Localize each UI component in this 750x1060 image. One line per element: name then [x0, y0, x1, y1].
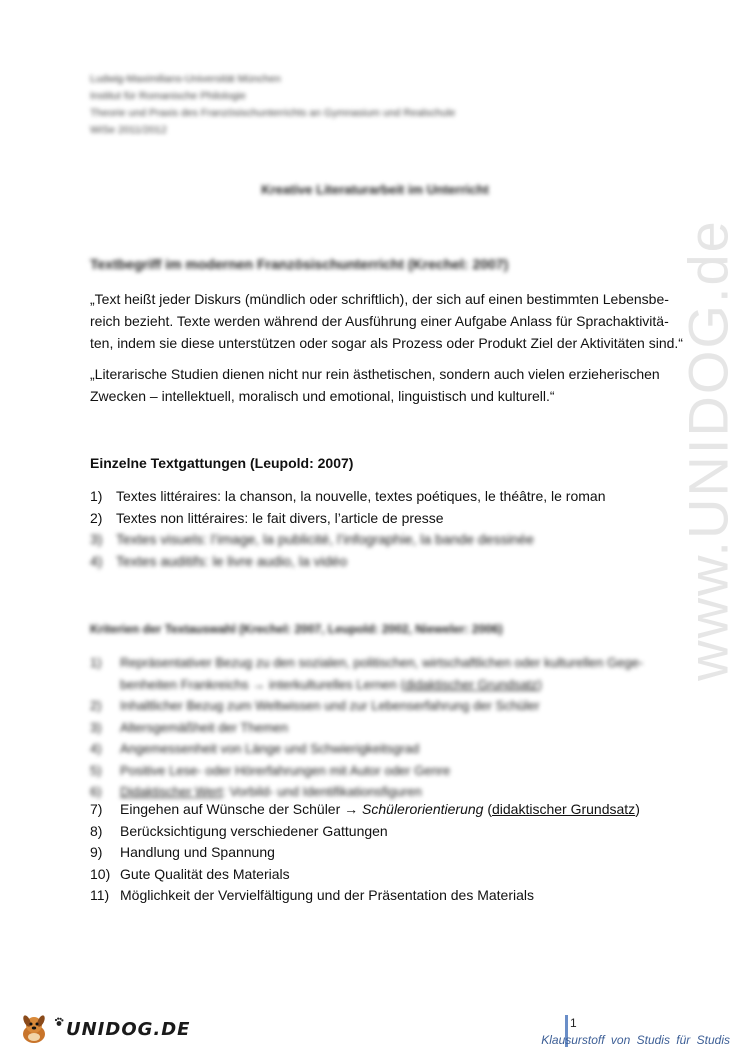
section-heading-kriterien: Kriterien der Textauswahl (Krechel: 2007, Leupold: 2002, Nieweler: 2006) [90, 622, 503, 636]
list-text: Textes littéraires: la chanson, la nouvelle, textes poétiques, le théâtre, le roman [116, 488, 606, 504]
quote-text-definition [90, 288, 690, 354]
list-text: Altersgemäßheit der Themen [120, 719, 289, 735]
list-number: 3) [90, 531, 103, 547]
paw-icon [54, 1017, 64, 1027]
list-text: Textes auditifs: le livre audio, la vidéo [116, 552, 348, 569]
list-text: Gute Qualität des Materials [120, 865, 290, 882]
quote-line: Zwecken – intellektuell, moralisch und emotional, linguistisch und kulturell.“ [90, 388, 555, 404]
didactic-principle-link: didaktischer Grundsatz [404, 676, 538, 692]
list-number: 1) [90, 655, 102, 670]
list-item [90, 508, 606, 530]
list-text [120, 799, 640, 821]
list-item [90, 652, 643, 674]
quote-literary-studies [90, 363, 690, 407]
list-item [90, 486, 606, 508]
list-text: Repräsentativer Bezug zu den sozialen, politischen, wirtschaftlichen oder kulturellen Gege- [120, 655, 644, 670]
list-text: Möglichkeit der Vervielfältigung und der Präsentation des Materials [120, 887, 535, 903]
header-line: WiSe 2011/2012 [90, 124, 167, 136]
quote-line: reich bezieht. Texte werden während der Ausführung einer Aufgabe Anlass für Sprachaktivitä- [90, 313, 669, 329]
list-number: 2) [90, 509, 103, 526]
page-number: 1 [570, 1016, 577, 1030]
list-number: 11) [90, 887, 110, 903]
list-text-pre: Eingehen auf Wünsche der Schüler → [120, 801, 363, 817]
list-text-emphasis: Schülerorientierung [362, 801, 484, 817]
list-number: 4) [90, 552, 103, 569]
list-number: 7) [90, 801, 103, 817]
document-title: Kreative Literaturarbeit im Unterricht [261, 182, 489, 197]
list-text: Inhaltlicher Bezug zum Weltwissen und zur Lebenserfahrung der Schüler [120, 698, 540, 713]
header-line: Ludwig-Maximilians-Universität München [90, 73, 281, 85]
watermark-text: www.UNIDOG.de [676, 219, 740, 681]
list-text-pre: benheiten Frankreichs → interkulturelles Lernen ( [120, 676, 405, 692]
list-item [90, 760, 643, 782]
list-number: 2) [90, 698, 102, 713]
list-item [90, 799, 640, 821]
list-number: 4) [90, 741, 102, 756]
list-text: Handlung und Spannung [120, 844, 275, 860]
quote-line: ten, indem sie diese unterstützen oder sogar als Prozess oder Produkt Ziel der Aktivitäten sind.“ [90, 335, 683, 351]
list-text-post: ) [537, 676, 542, 692]
didactic-principle-link: didaktischer Grundsatz [492, 801, 636, 817]
list-item [90, 551, 606, 573]
dog-mascot-icon [18, 1012, 52, 1046]
text-genre-list [90, 486, 606, 572]
list-number: 9) [90, 844, 103, 860]
section-heading-textbegriff: Textbegriff im modernen Französischunterricht (Krechel: 2007) [90, 256, 509, 272]
criteria-list-blurred [90, 652, 643, 803]
quote-line: „Text heißt jeder Diskurs (mündlich oder schriftlich), der sich auf einen bestimmten Lebensbe- [90, 291, 669, 307]
criteria-list [90, 799, 640, 907]
list-number: 8) [90, 822, 103, 839]
list-item [90, 842, 640, 864]
list-number: 10) [90, 865, 111, 882]
section-heading-textgattungen: Einzelne Textgattungen (Leupold: 2007) [90, 455, 354, 471]
list-item [90, 695, 643, 717]
header-line: Theorie und Praxis des Französischunterrichts an Gymnasium und Realschule [90, 107, 456, 119]
header-line: Institut für Romanische Philologie [90, 90, 246, 102]
footer-logo [18, 1012, 190, 1046]
list-item [90, 717, 643, 739]
document-header [90, 71, 455, 139]
quote-line: „Literarische Studien dienen nicht nur rein ästhetischen, sondern auch vielen erzieherischen [90, 366, 660, 382]
footer-brand: UNIDOG.DE [66, 1018, 191, 1040]
list-number: 1) [90, 488, 103, 504]
list-item [90, 821, 640, 843]
list-number: 5) [90, 762, 102, 778]
list-text: Textes non littéraires: le fait divers, l’article de presse [116, 509, 444, 526]
list-number: 3) [90, 719, 102, 735]
list-item [90, 864, 640, 886]
list-text-mid: ( [483, 801, 492, 817]
list-text-post: ) [635, 801, 640, 817]
list-item [90, 529, 606, 551]
list-text [120, 674, 542, 696]
didactic-value-link: Didaktischer Wert [120, 784, 223, 799]
list-text-rest: : Vorbild- und Identifikationsfiguren [222, 784, 422, 799]
list-number: 6) [90, 784, 102, 799]
list-text: Berücksichtigung verschiedener Gattungen [120, 822, 388, 839]
footer-tagline: Klausurstoff von Studis für Studis [541, 1033, 730, 1047]
list-item [90, 738, 643, 760]
list-item-continuation [90, 674, 643, 696]
list-text: Angemessenheit von Länge und Schwierigkeitsgrad [120, 741, 420, 756]
list-text: Positive Lese- oder Hörerfahrungen mit Autor oder Genre [120, 762, 451, 778]
list-text: Textes visuels: l’image, la publicité, l’infographie, la bande dessinée [116, 531, 534, 547]
list-item [90, 885, 640, 907]
